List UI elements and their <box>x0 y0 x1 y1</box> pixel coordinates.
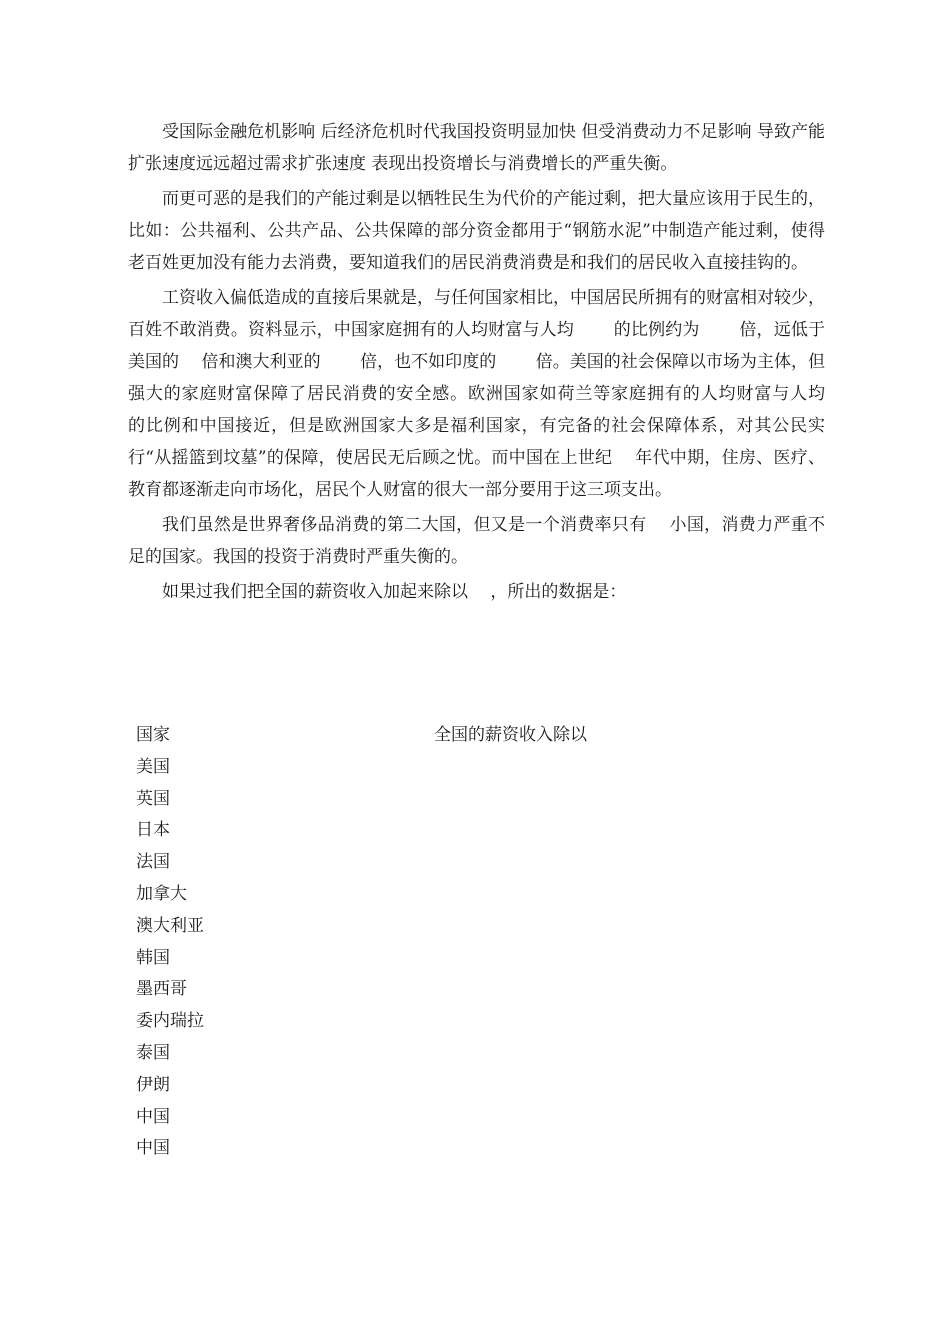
table-row <box>136 752 736 784</box>
paragraph-4: 我们虽然是世界奢侈品消费的第二大国，但又是一个消费率只有 小国，消费力严重不足的国家。我国的投资于消费时严重失衡的。 <box>128 515 825 567</box>
table-row <box>136 1006 736 1038</box>
header-salary: 全国的薪资收入除以 <box>434 725 587 745</box>
country-cell: 中国 <box>136 1106 170 1127</box>
body-text <box>128 116 865 611</box>
paragraph-1: 受国际金融危机影响 后经济危机时代我国投资明显加快 但受消费动力不足影响 导致产能扩张速度远远超过需求扩张速度 表现出投资增长与消费增长的严重失衡。 <box>128 122 825 174</box>
country-cell: 加拿大 <box>136 883 187 904</box>
table-row <box>136 1133 736 1165</box>
country-cell: 澳大利亚 <box>136 915 204 936</box>
table-row <box>136 974 736 1006</box>
header-country: 国家 <box>136 725 170 745</box>
country-cell: 英国 <box>136 788 170 809</box>
table-row <box>136 911 736 943</box>
table-header-row <box>136 720 736 752</box>
country-cell: 中国 <box>136 1138 170 1159</box>
country-cell: 法国 <box>136 852 170 873</box>
country-cell: 墨西哥 <box>136 979 187 1000</box>
paragraph-5: 如果过我们把全国的薪资收入加起来除以 ，所出的数据是： <box>162 582 627 602</box>
table-row <box>136 879 736 911</box>
table-row <box>136 1102 736 1134</box>
table-row <box>136 1070 736 1102</box>
country-cell: 美国 <box>136 756 170 777</box>
table-row <box>136 943 736 975</box>
table-row <box>136 784 736 816</box>
table-row <box>136 815 736 847</box>
table-row <box>136 847 736 879</box>
paragraph-2: 而更可恶的是我们的产能过剩是以牺牲民生为代价的产能过剩，把大量应该用于民生的，比如：公共福利、公共产品、公共保障的部分资金都用于“钢筋水泥”中制造产能过剩，使得老百姓更加没有能力去消费，要知道我们的居民消费消费是和我们的居民收入直接挂钩的。 <box>128 189 825 273</box>
country-cell: 伊朗 <box>136 1074 170 1095</box>
paragraph-3: 工资收入偏低造成的直接后果就是，与任何国家相比，中国居民所拥有的财富相对较少，百姓不敢消费。资料显示，中国家庭拥有的人均财富与人均 的比例约为 倍，远低于美国的 倍和澳大利亚的 倍，也不如印度的 倍。美国的社会保障以市场为主体，但强大的家庭财富保障了居民消费的安全感。欧洲国家如荷兰等家庭拥有的人均财富与人均 的比例和中国接近，但是欧洲国家大多是福利国家，有完备的社会保障体系，对其公民实行“从摇篮到坟墓”的保障，使居民无后顾之忧。而中国在上世纪 年代中期，住房、医疗、教育都逐渐走向市场化，居民个人财富的很大一部分要用于这三项支出。 <box>128 288 865 500</box>
country-cell: 泰国 <box>136 1042 170 1063</box>
salary-table <box>136 720 736 1165</box>
country-cell: 委内瑞拉 <box>136 1011 204 1032</box>
country-cell: 日本 <box>136 820 170 841</box>
country-cell: 韩国 <box>136 947 170 968</box>
table-row <box>136 1038 736 1070</box>
